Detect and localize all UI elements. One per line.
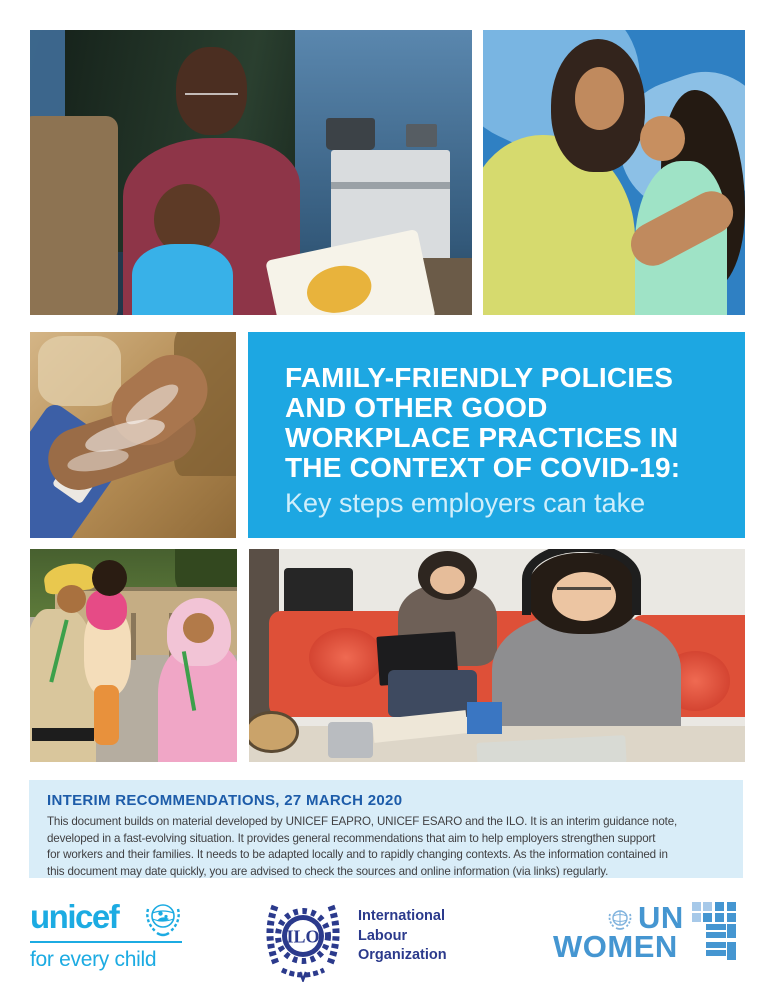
title-line: FAMILY-FRIENDLY POLICIES — [285, 362, 674, 393]
mother-face-shape — [430, 566, 465, 594]
stove-top-shape — [331, 182, 450, 188]
child-shirt-shape — [132, 244, 234, 315]
un-women-logo — [545, 898, 745, 982]
unicef-logo — [30, 898, 190, 982]
subtitle: Key steps employers can take — [285, 488, 646, 518]
glasses-shape — [185, 93, 238, 95]
photo-mother-hugging-daughter — [483, 30, 745, 315]
ilo-name-line: International — [358, 908, 446, 924]
mother-face-shape — [575, 67, 625, 130]
un-women-un-text: UN — [638, 900, 684, 935]
toddler-hair-shape — [92, 560, 127, 596]
recommendations-body-line: for workers and their families. It needs to be adapted locally and to rapidly changing contexts. As the information contained in — [47, 848, 668, 861]
can-shape — [328, 722, 373, 758]
box-shape — [467, 702, 502, 734]
photo-handwashing — [30, 332, 236, 538]
ilo-logo — [262, 898, 472, 982]
wall-patch-shape — [38, 336, 120, 406]
father-head-shape — [176, 47, 247, 135]
couch-shape — [30, 116, 118, 316]
photo-family-outdoors — [30, 549, 237, 762]
title-line: AND OTHER GOOD — [285, 392, 548, 423]
un-women-symbol-icon — [692, 902, 738, 965]
ilo-name-line: Organization — [358, 947, 447, 963]
photo-father-reading-with-child — [30, 30, 472, 315]
recommendations-heading: INTERIM RECOMMENDATIONS, 27 MARCH 2020 — [47, 792, 403, 809]
title-line: WORKPLACE PRACTICES IN — [285, 422, 679, 453]
ilo-emblem-icon — [262, 898, 344, 987]
recommendations-body-line: developed in a fast-evolving situation. It provides general recommendations that aim to help employers strengthen support — [47, 831, 656, 845]
man-face-shape — [57, 585, 86, 613]
woman-face-shape — [183, 613, 214, 643]
recommendations-body-line: This document builds on material developed by UNICEF EAPRO, UNICEF ESARO and the ILO. It is an interim guidance note, — [47, 815, 678, 828]
pot-shape — [326, 118, 375, 149]
toddler-legs-shape — [94, 685, 119, 745]
pillow-shape — [309, 628, 383, 688]
daughter-face-shape — [640, 116, 685, 162]
title-box — [248, 332, 745, 538]
ilo-monogram: ILO — [286, 926, 320, 947]
unicef-tagline: for every child — [30, 948, 157, 971]
pot-shape — [406, 124, 437, 147]
belt-shape — [32, 728, 94, 741]
photo-working-from-home — [249, 549, 745, 762]
book-illustration-shape — [303, 260, 376, 315]
recommendations-band — [29, 780, 743, 878]
ilo-name — [358, 907, 447, 966]
un-women-women-text: WOMEN — [553, 929, 678, 964]
recommendations-body-line: this document may date quickly, you are advised to check the sources and online information (via links) regularly. — [47, 864, 609, 878]
unicef-wordmark: unicef — [30, 898, 119, 935]
ilo-name-line: Labour — [358, 927, 408, 944]
headphones-shape — [522, 549, 641, 615]
unicef-rule — [30, 941, 182, 943]
title-line: THE CONTEXT OF COVID-19: — [285, 452, 681, 483]
unicef-emblem-icon — [143, 899, 183, 944]
